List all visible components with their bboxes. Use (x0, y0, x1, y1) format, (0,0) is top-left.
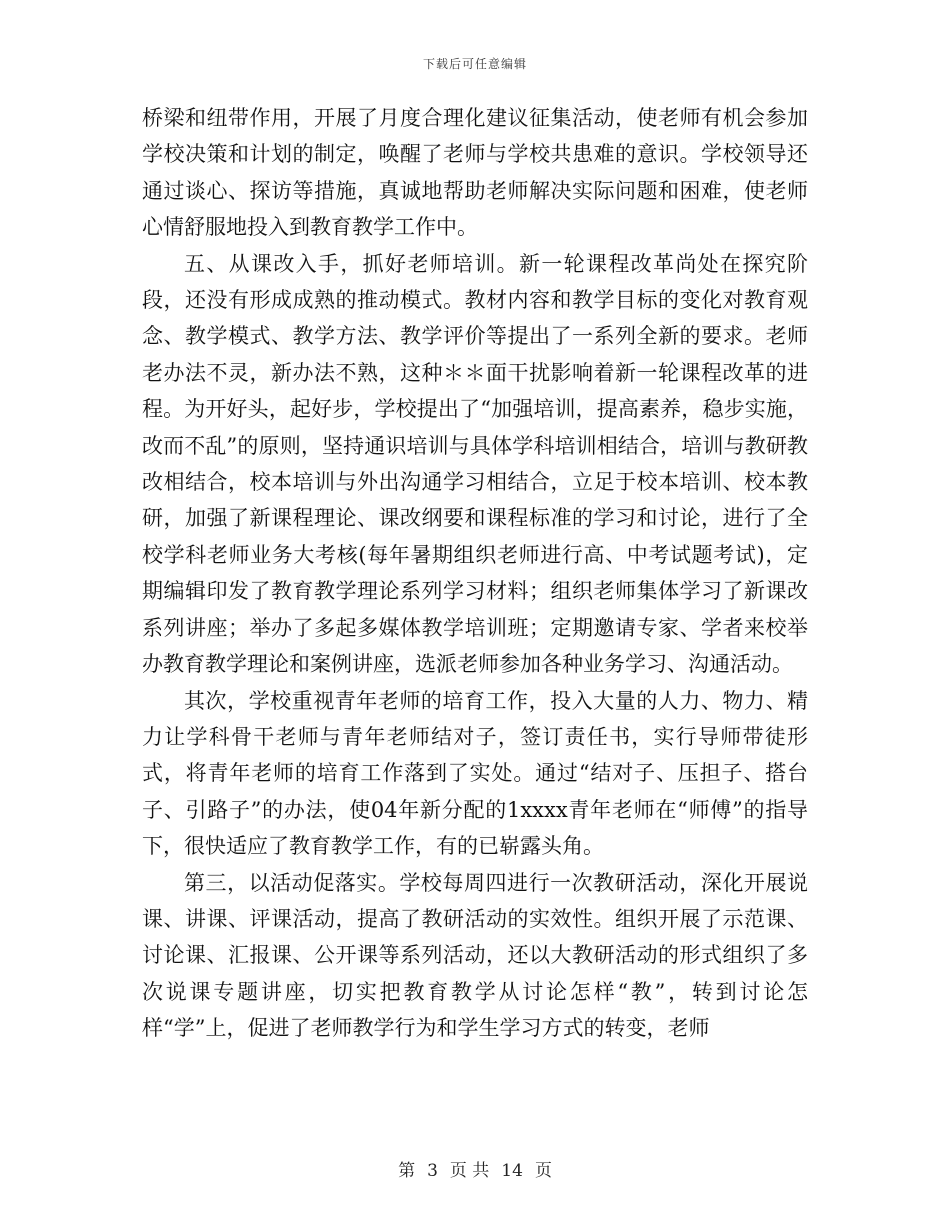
footer-prefix: 第 (398, 1161, 416, 1181)
footer-middle: 页 共 (449, 1161, 490, 1181)
header-note: 下载后可任意编辑 (422, 57, 527, 71)
paragraph-2: 五、从课改入手，抓好老师培训。新一轮课程改革尚处在探究阶段，还没有形成成熟的推动模式。教材内容和教学目标的变化对教育观念、教学模式、教学方法、教学评价等提出了一系列全新的要求。老师老办法不灵，新办法不熟，这种＊＊面干扰影响着新一轮课程改革的进程。为开好头，起好步，学校提出了“加强培训，提高素养，稳步实施，改而不乱”的原则，坚持通识培训与具体学科培训相结合，培训与教研教改相结合，校本培训与外出沟通学习相结合，立足于校本培训、校本教研，加强了新课程理论、课改纲要和课程标准的学习和讨论，进行了全校学科老师业务大考核(每年暑期组织老师进行高、中考试题考试)，定期编辑印发了教育教学理论系列学习材料；组织老师集体学习了新课改系列讲座；举办了多起多媒体教学培训班；定期邀请专家、学者来校举办教育教学理论和案例讲座，选派老师参加各种业务学习、沟通活动。 (142, 251, 808, 677)
footer-current-page: 3 (427, 1161, 438, 1181)
page-footer (0, 1156, 950, 1181)
paragraph-1: 桥梁和纽带作用，开展了月度合理化建议征集活动，使老师有机会参加学校决策和计划的制定，唤醒了老师与学校共患难的意识。学校领导还通过谈心、探访等措施，真诚地帮助老师解决实际问题和困难，使老师心情舒服地投入到教育教学工作中。 (142, 106, 808, 240)
footer-suffix: 页 (534, 1161, 552, 1181)
paragraph-3: 其次，学校重视青年老师的培育工作，投入大量的人力、物力、精力让学科骨干老师与青年老师结对子，签订责任书，实行导师带徒形式，将青年老师的培育工作落到了实处。通过“结对子、压担子、搭台子、引路子”的办法，使04年新分配的1xxxx青年老师在“师傅”的指导下，很快适应了教育教学工作，有的已崭露头角。 (142, 688, 808, 859)
page-header (0, 55, 950, 72)
footer-total-pages: 14 (501, 1161, 523, 1181)
paragraph-4: 第三，以活动促落实。学校每周四进行一次教研活动，深化开展说课、讲课、评课活动，提高了教研活动的实效性。组织开展了示范课、讨论课、汇报课、公开课等系列活动，还以大教研活动的形式组织了多次说课专题讲座，切实把教育教学从讨论怎样“教”，转到讨论怎样“学”上，促进了老师教学行为和学生学习方式的转变，老师 (142, 870, 808, 1041)
document-body (142, 100, 808, 1047)
